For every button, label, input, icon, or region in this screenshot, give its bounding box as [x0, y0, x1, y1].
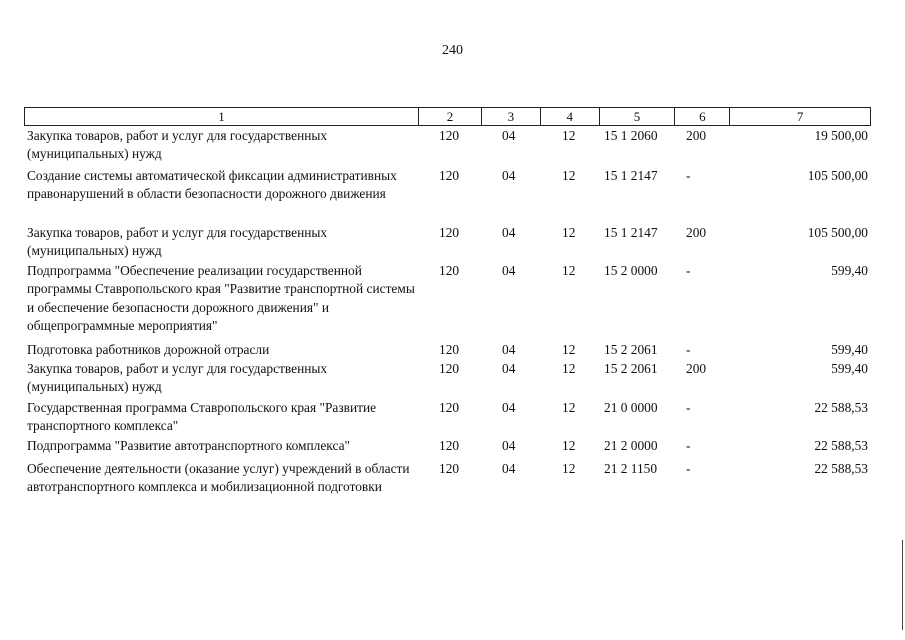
row-col-6: -: [686, 263, 691, 278]
row-col-4: 12: [562, 263, 576, 278]
page-number: 240: [442, 43, 463, 58]
budget-table: [24, 107, 871, 495]
header-col-3: 3: [482, 108, 541, 125]
row-col-4: 12: [562, 342, 576, 357]
row-col-2: 120: [439, 225, 460, 240]
header-col-5: 5: [600, 108, 676, 125]
row-col-4: 12: [562, 128, 576, 143]
row-col-6: -: [686, 168, 691, 183]
row-col-3: 04: [502, 400, 516, 415]
row-col-4: 12: [562, 168, 576, 183]
row-name: Закупка товаров, работ и услуг для государственных (муниципальных) нужд: [27, 361, 328, 395]
row-col-5: 15 1 2060: [604, 128, 658, 143]
row-col-3: 04: [502, 342, 516, 357]
row-col-4: 12: [562, 400, 576, 415]
row-col-2: 120: [439, 128, 460, 143]
row-col-4: 12: [562, 438, 576, 453]
row-col-3: 04: [502, 361, 516, 376]
row-col-7: 105 500,00: [807, 168, 868, 183]
row-col-4: 12: [562, 461, 576, 476]
header-col-2: 2: [419, 108, 482, 125]
row-col-5: 15 2 2061: [604, 342, 658, 357]
row-name: Обеспечение деятельности (оказание услуг) учреждений в области автотранспортного комплекса и мобилизационной подготовки: [27, 461, 410, 495]
row-col-7: 22 588,53: [814, 461, 868, 476]
row-col-5: 15 2 2061: [604, 361, 658, 376]
row-col-6: -: [686, 400, 691, 415]
row-name: Подпрограмма "Развитие автотранспортного комплекса": [27, 438, 350, 453]
row-name: Закупка товаров, работ и услуг для государственных (муниципальных) нужд: [27, 225, 328, 259]
row-col-4: 12: [562, 361, 576, 376]
scan-edge-line: [902, 540, 903, 630]
row-col-5: 21 2 0000: [604, 438, 658, 453]
header-col-6: 6: [675, 108, 730, 125]
row-col-3: 04: [502, 168, 516, 183]
row-col-7: 599,40: [831, 361, 868, 376]
row-col-3: 04: [502, 225, 516, 240]
row-col-2: 120: [439, 361, 460, 376]
row-col-6: 200: [686, 361, 707, 376]
row-col-5: 15 1 2147: [604, 168, 658, 183]
row-col-6: 200: [686, 225, 707, 240]
row-col-2: 120: [439, 400, 460, 415]
row-col-3: 04: [502, 438, 516, 453]
row-col-6: -: [686, 342, 691, 357]
header-col-7: 7: [796, 109, 804, 124]
header-col-1: 1: [25, 108, 419, 125]
row-col-5: 15 1 2147: [604, 225, 658, 240]
row-col-3: 04: [502, 263, 516, 278]
row-col-3: 04: [502, 128, 516, 143]
row-col-6: -: [686, 461, 691, 476]
row-name: Создание системы автоматической фиксации административных правонарушений в области безопасности дорожного движения: [27, 168, 397, 202]
row-col-7: 22 588,53: [814, 400, 868, 415]
row-col-2: 120: [439, 342, 460, 357]
row-name: Подготовка работников дорожной отрасли: [27, 342, 270, 357]
row-col-6: -: [686, 438, 691, 453]
row-name: Государственная программа Ставропольского края "Развитие транспортного комплекса": [27, 400, 377, 434]
row-name: Подпрограмма "Обеспечение реализации государственной программы Ставропольского края "Развитие транспортной системы и обеспечение безопасности дорожного движения" и общепрограммные мероприятия": [27, 263, 415, 334]
row-col-2: 120: [439, 438, 460, 453]
row-col-7: 19 500,00: [814, 128, 868, 143]
row-name: Закупка товаров, работ и услуг для государственных (муниципальных) нужд: [27, 128, 328, 162]
header-col-4: 4: [541, 108, 600, 125]
row-col-3: 04: [502, 461, 516, 476]
row-col-7: 599,40: [831, 263, 868, 278]
row-col-5: 21 0 0000: [604, 400, 658, 415]
row-col-2: 120: [439, 168, 460, 183]
row-col-5: 15 2 0000: [604, 263, 658, 278]
row-col-7: 105 500,00: [807, 225, 868, 240]
row-col-2: 120: [439, 263, 460, 278]
row-col-6: 200: [686, 128, 707, 143]
table-header-row: [24, 107, 871, 126]
row-col-7: 22 588,53: [814, 438, 868, 453]
row-col-4: 12: [562, 225, 576, 240]
row-col-2: 120: [439, 461, 460, 476]
row-col-7: 599,40: [831, 342, 868, 357]
row-col-5: 21 2 1150: [604, 461, 658, 476]
